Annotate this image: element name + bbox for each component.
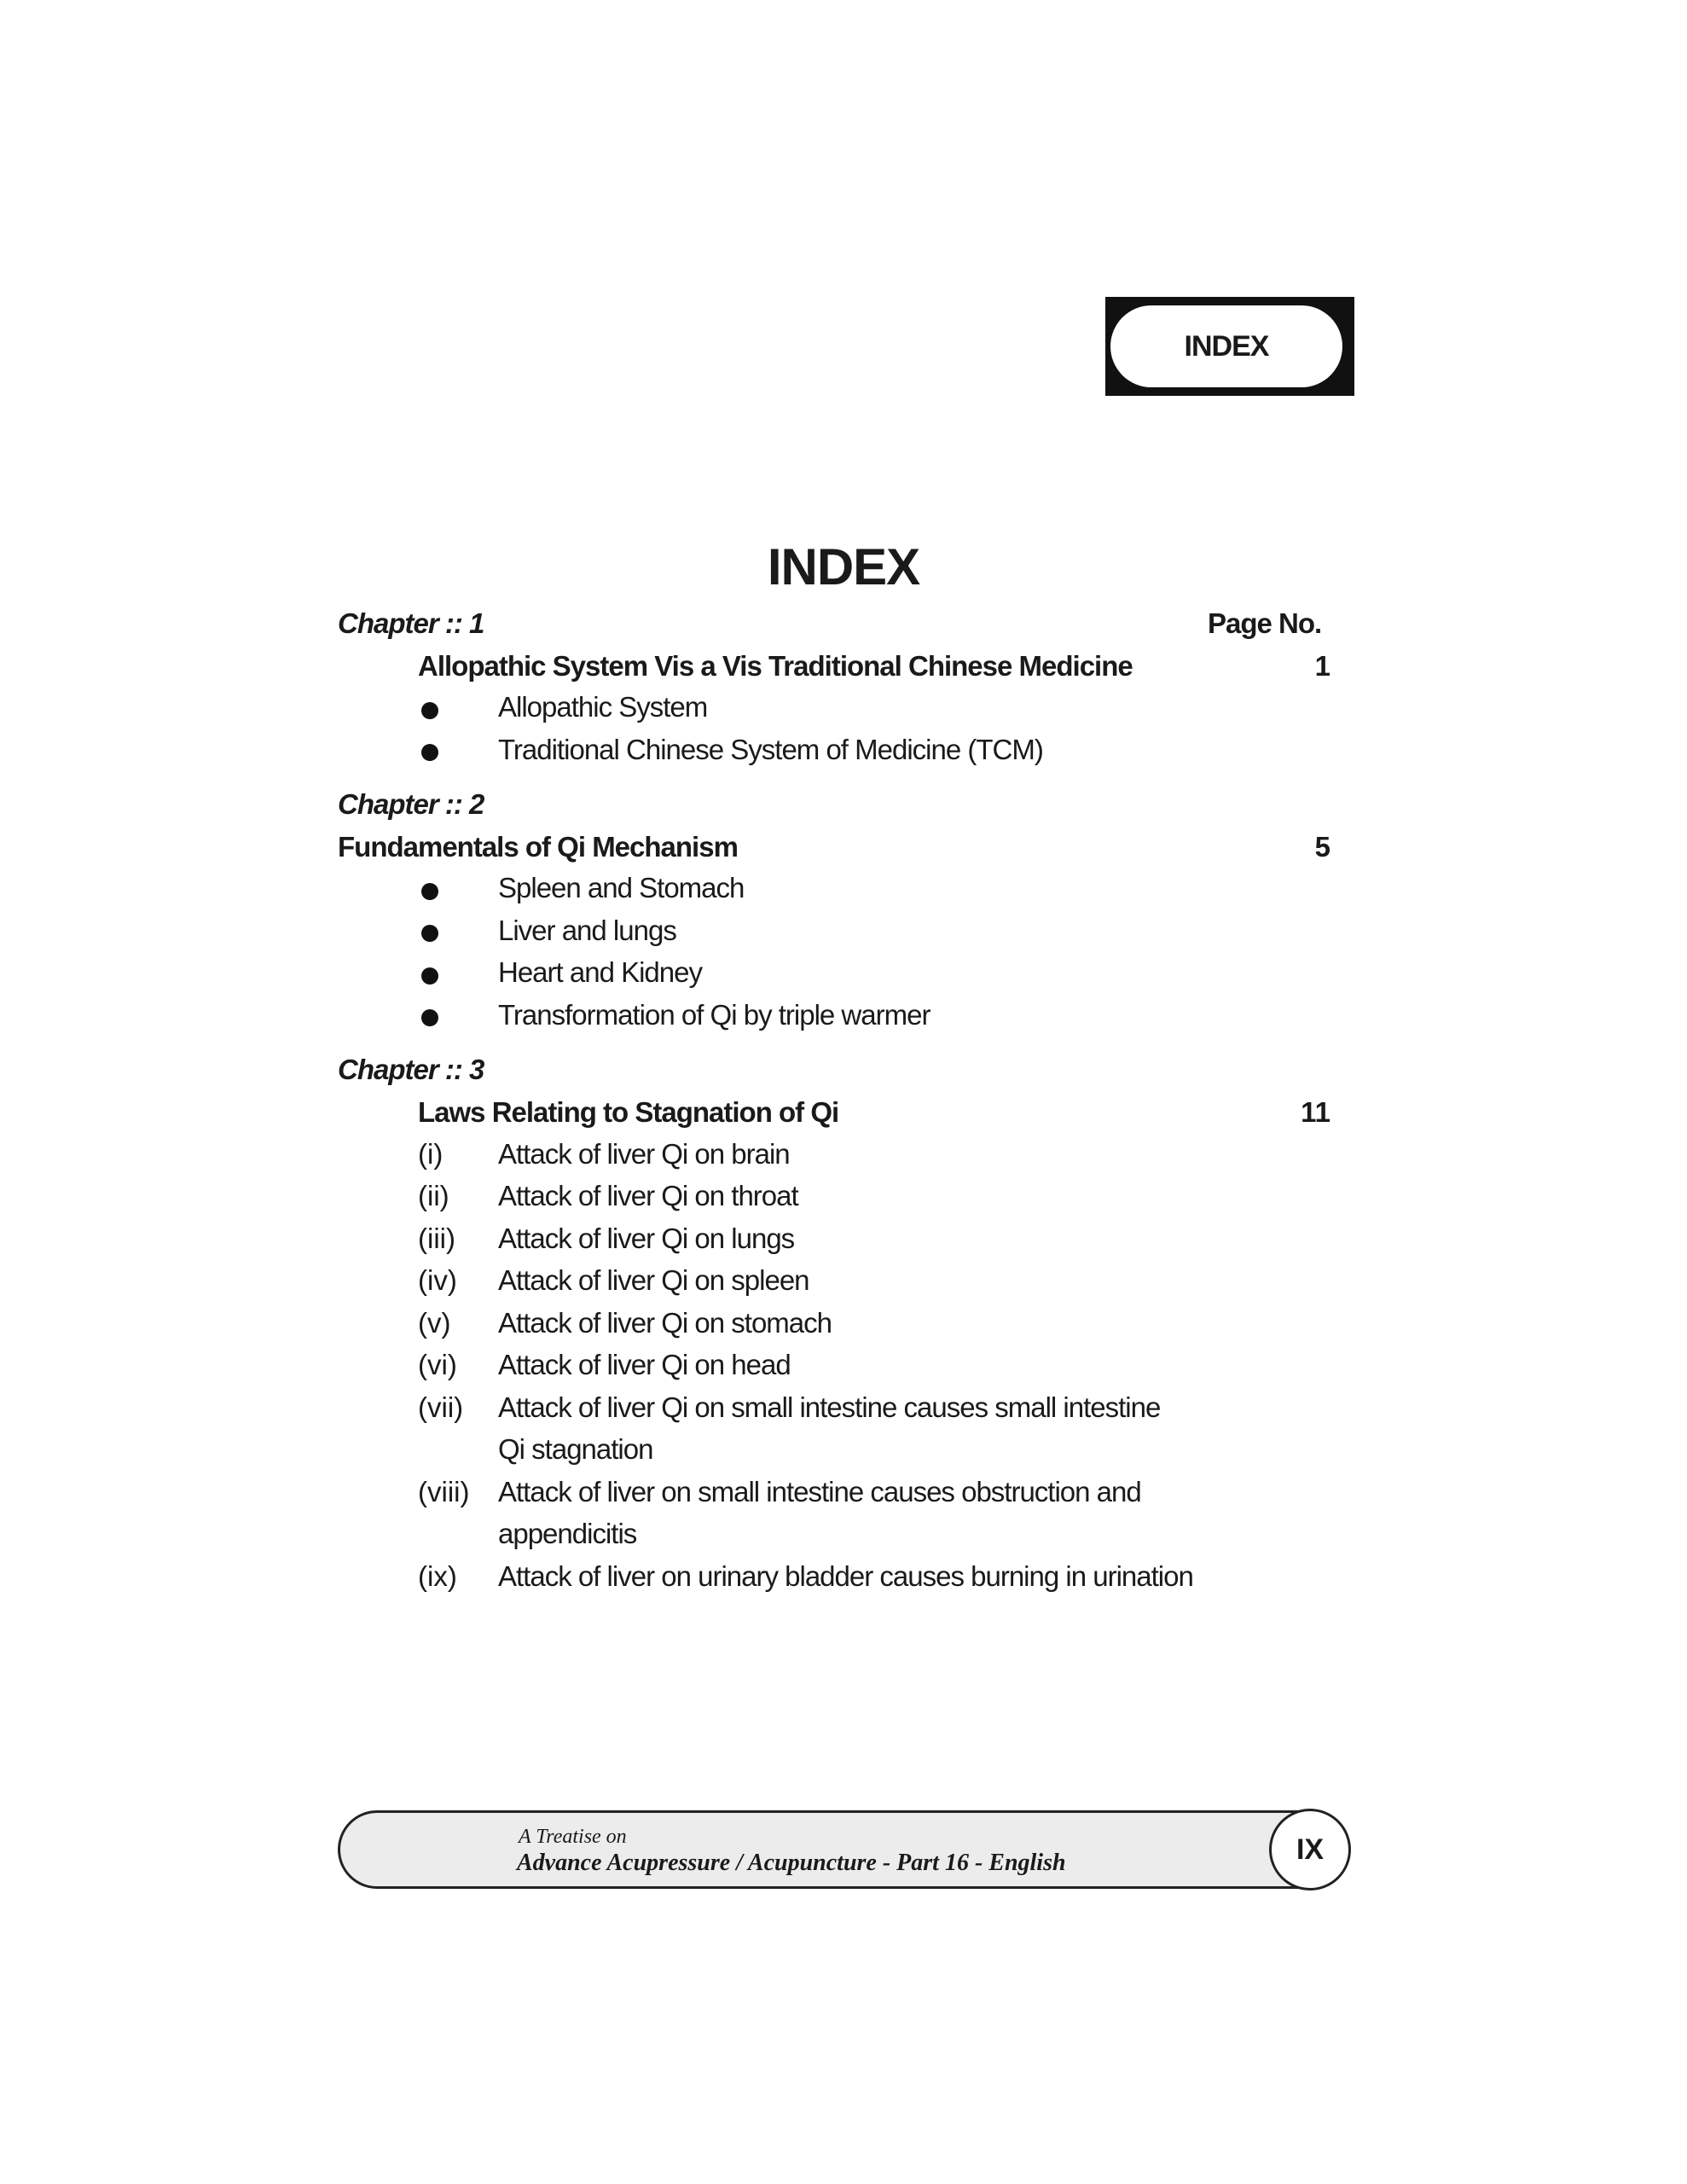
- footer-book-title: Advance Acupressure / Acupuncture - Part 16 - English: [517, 1850, 1066, 1876]
- chapter-3-page: 11: [1301, 1096, 1330, 1128]
- header-tab-label: INDEX: [1110, 305, 1342, 387]
- item-number: (vii): [418, 1391, 464, 1423]
- item-number: (viii): [418, 1476, 470, 1507]
- chapter-2-item: Spleen and Stomach: [498, 872, 745, 903]
- chapter-1-label: Chapter :: 1: [338, 607, 484, 639]
- chapter-2-page: 5: [1314, 831, 1330, 863]
- chapter-3-item: Attack of liver Qi on spleen: [498, 1264, 809, 1296]
- chapter-3-item: Attack of liver on small intestine causes obstruction and: [498, 1476, 1141, 1507]
- item-number: (ix): [418, 1560, 457, 1592]
- chapter-1-page: 1: [1314, 650, 1330, 682]
- chapter-1-heading: Allopathic System Vis a Vis Traditional Chinese Medicine: [418, 650, 1133, 682]
- bullet-icon: [421, 883, 438, 900]
- item-number: (i): [418, 1138, 443, 1170]
- chapter-1-item: Allopathic System: [498, 691, 708, 723]
- chapter-2-heading: Fundamentals of Qi Mechanism: [338, 831, 738, 863]
- chapter-2-label: Chapter :: 2: [338, 788, 484, 820]
- page-title: INDEX: [767, 538, 920, 595]
- item-number: (vi): [418, 1349, 457, 1380]
- chapter-3-item: Attack of liver Qi on throat: [498, 1180, 798, 1211]
- item-number: (v): [418, 1307, 451, 1339]
- header-tab: [1105, 297, 1354, 396]
- chapter-3-item: Attack of liver Qi on brain: [498, 1138, 790, 1170]
- chapter-3-item: Attack of liver on urinary bladder causes burning in urination: [498, 1560, 1193, 1592]
- chapter-3-item: Attack of liver Qi on stomach: [498, 1307, 832, 1339]
- chapter-3-heading: Laws Relating to Stagnation of Qi: [418, 1096, 839, 1128]
- chapter-3-label: Chapter :: 3: [338, 1054, 484, 1085]
- page-no-label: Page No.: [1208, 607, 1322, 639]
- chapter-2-item: Liver and lungs: [498, 915, 676, 946]
- chapter-3-item-continuation: appendicitis: [498, 1518, 637, 1549]
- item-number: (iii): [418, 1223, 455, 1254]
- bullet-icon: [421, 925, 438, 942]
- footer-page-number: IX: [1269, 1809, 1351, 1891]
- chapter-3-item: Attack of liver Qi on head: [498, 1349, 791, 1380]
- chapter-3-item: Attack of liver Qi on small intestine causes small intestine: [498, 1391, 1161, 1423]
- chapter-3-item: Attack of liver Qi on lungs: [498, 1223, 795, 1254]
- chapter-3-item-continuation: Qi stagnation: [498, 1433, 653, 1465]
- bullet-icon: [421, 967, 438, 985]
- bullet-icon: [421, 702, 438, 719]
- chapter-2-item: Transformation of Qi by triple warmer: [498, 999, 930, 1031]
- bullet-icon: [421, 744, 438, 761]
- chapter-1-item: Traditional Chinese System of Medicine (TCM): [498, 734, 1043, 765]
- footer-subtitle: A Treatise on: [519, 1826, 627, 1848]
- item-number: (ii): [418, 1180, 449, 1211]
- item-number: (iv): [418, 1264, 457, 1296]
- bullet-icon: [421, 1009, 438, 1026]
- chapter-2-item: Heart and Kidney: [498, 956, 702, 988]
